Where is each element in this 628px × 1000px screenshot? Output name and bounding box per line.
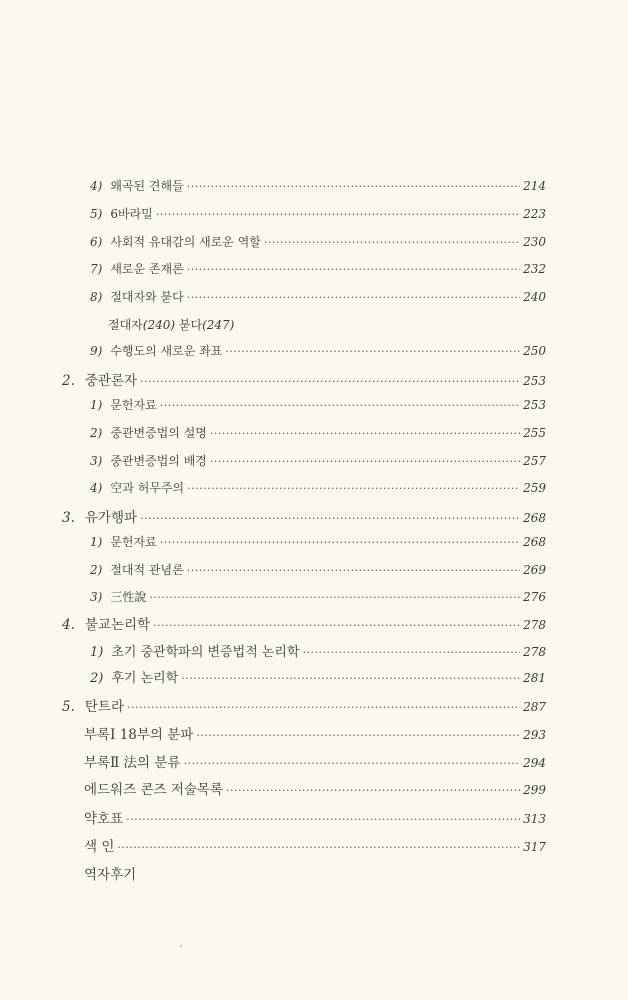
section-title: 탄트라 [84, 699, 125, 715]
toc-entry[interactable] [90, 342, 546, 362]
toc-section[interactable] [62, 695, 546, 715]
entry-page: 278 [523, 645, 546, 659]
entry-page: 269 [523, 563, 546, 577]
entry-page: 255 [523, 426, 546, 440]
toc-section[interactable] [62, 613, 546, 633]
entry-title: 6바라밀 [110, 207, 153, 221]
toc-entry[interactable] [90, 205, 546, 225]
entry-page: 250 [523, 344, 546, 358]
dot-leader [225, 345, 520, 358]
dot-leader [160, 399, 520, 412]
backmatter-title: 에드워즈 콘즈 저술목록 [84, 782, 223, 798]
entry-number: 4) [90, 179, 103, 193]
entry-number: 1) [90, 645, 104, 660]
toc-entry[interactable] [90, 177, 546, 197]
toc-section[interactable] [62, 369, 546, 389]
dot-leader [264, 236, 520, 249]
section-page: 268 [523, 511, 546, 525]
section-page: 278 [523, 618, 546, 632]
dot-leader [187, 291, 520, 304]
dot-leader [183, 757, 520, 770]
dot-leader [126, 813, 520, 826]
dot-leader [187, 482, 520, 495]
entry-page: 214 [523, 179, 546, 193]
entry-title: 절대자와 붇다 [110, 290, 184, 304]
entry-title: 절대적 관념론 [110, 563, 184, 577]
entry-title: 空과 허무주의 [110, 481, 185, 495]
dot-leader [187, 263, 520, 276]
entry-number: 2) [90, 671, 104, 686]
dot-leader [210, 427, 520, 440]
entry-page: 230 [523, 235, 546, 249]
entry-number: 7) [90, 262, 103, 276]
dot-leader [187, 180, 520, 193]
subentry-page: (247) [202, 318, 235, 332]
section-page: 253 [523, 374, 546, 388]
entry-page: 268 [523, 535, 546, 549]
entry-title: 수행도의 새로운 좌표 [110, 344, 223, 358]
appendix-title: 부록Ⅱ 法의 분류 [84, 755, 181, 771]
dot-leader [181, 672, 520, 685]
appendix-title: 부록Ⅰ 18부의 분파 [84, 727, 194, 743]
toc-entry[interactable] [90, 561, 546, 581]
entry-page: 276 [523, 590, 546, 604]
entry-page: 232 [523, 262, 546, 276]
entry-number: 2) [90, 563, 103, 577]
section-title: 유가행파 [84, 510, 138, 526]
appendix-page: 294 [523, 756, 546, 770]
entry-title: 문헌자료 [110, 535, 157, 549]
toc-entry[interactable] [90, 588, 546, 608]
section-title: 불교논리학 [84, 617, 151, 633]
paper-speck [180, 945, 182, 947]
entry-number: 9) [90, 344, 103, 358]
subentry-title[interactable]: 붇다 [178, 318, 203, 332]
entry-number: 2) [90, 426, 103, 440]
entry-page: 281 [523, 671, 546, 685]
toc-section[interactable] [62, 506, 546, 526]
toc-backmatter[interactable] [84, 835, 546, 855]
toc-entry[interactable] [90, 452, 546, 472]
toc-backmatter[interactable] [84, 807, 546, 827]
dot-leader [127, 701, 520, 714]
backmatter-title: 색 인 [84, 839, 115, 855]
entry-page: 257 [523, 454, 546, 468]
section-title: 중관론자 [84, 373, 138, 389]
entry-title: 왜곡된 견해들 [110, 179, 184, 193]
entry-title: 문헌자료 [110, 398, 157, 412]
dot-leader [210, 455, 520, 468]
entry-title: 三性說 [110, 590, 147, 604]
section-number: 5. [62, 699, 75, 715]
dot-leader [140, 375, 520, 388]
toc-entry[interactable] [90, 641, 546, 661]
dot-leader [156, 208, 520, 221]
entry-number: 1) [90, 398, 103, 412]
toc-appendix[interactable] [84, 751, 546, 771]
entry-page: 223 [523, 207, 546, 221]
backmatter-title: 약호표 [84, 811, 124, 827]
toc-entry[interactable] [90, 479, 546, 499]
dot-leader [140, 512, 520, 525]
section-number: 2. [62, 373, 75, 389]
toc-entry[interactable] [90, 396, 546, 416]
entry-number: 1) [90, 535, 103, 549]
entry-number: 3) [90, 454, 103, 468]
dot-leader [160, 536, 520, 549]
entry-page: 259 [523, 481, 546, 495]
entry-page: 240 [523, 290, 546, 304]
backmatter-page: 317 [523, 840, 546, 854]
dot-leader [153, 619, 520, 632]
toc-entry[interactable] [90, 233, 546, 253]
dot-leader [226, 784, 520, 797]
backmatter-page: 313 [523, 812, 546, 826]
dot-leader [149, 591, 520, 604]
dot-leader [187, 564, 520, 577]
toc-entry[interactable] [90, 424, 546, 444]
toc-backmatter[interactable] [84, 863, 546, 883]
toc-entry[interactable] [90, 667, 546, 687]
dot-leader [117, 841, 520, 854]
backmatter-title: 역자후기 [84, 867, 137, 883]
section-number: 4. [62, 617, 75, 633]
dot-leader [303, 646, 521, 659]
section-number: 3. [62, 510, 75, 526]
toc-appendix[interactable] [84, 723, 546, 743]
entry-number: 3) [90, 590, 103, 604]
toc-backmatter[interactable] [84, 778, 546, 798]
appendix-page: 293 [523, 728, 546, 742]
entry-number: 5) [90, 207, 103, 221]
subentry-title[interactable]: 절대자 [108, 318, 143, 332]
entry-title: 중관변증법의 설명 [110, 426, 207, 440]
entry-title: 사회적 유대감의 새로운 역할 [110, 235, 261, 249]
section-page: 287 [523, 700, 546, 714]
subentry-page: (240) [142, 318, 176, 332]
entry-title: 새로운 존재론 [110, 262, 184, 276]
dot-leader [196, 729, 520, 742]
entry-title: 후기 논리학 [111, 671, 179, 686]
backmatter-page: 299 [523, 783, 546, 797]
toc-entry[interactable] [90, 288, 546, 308]
entry-page: 253 [523, 398, 546, 412]
toc-subentries [108, 316, 234, 333]
entry-number: 4) [90, 481, 103, 495]
entry-number: 6) [90, 235, 103, 249]
entry-title: 초기 중관학파의 변증법적 논리학 [111, 645, 300, 660]
toc-entry[interactable] [90, 533, 546, 553]
entry-number: 8) [90, 290, 103, 304]
entry-title: 중관변증법의 배경 [110, 454, 207, 468]
toc-entry[interactable] [90, 260, 546, 280]
